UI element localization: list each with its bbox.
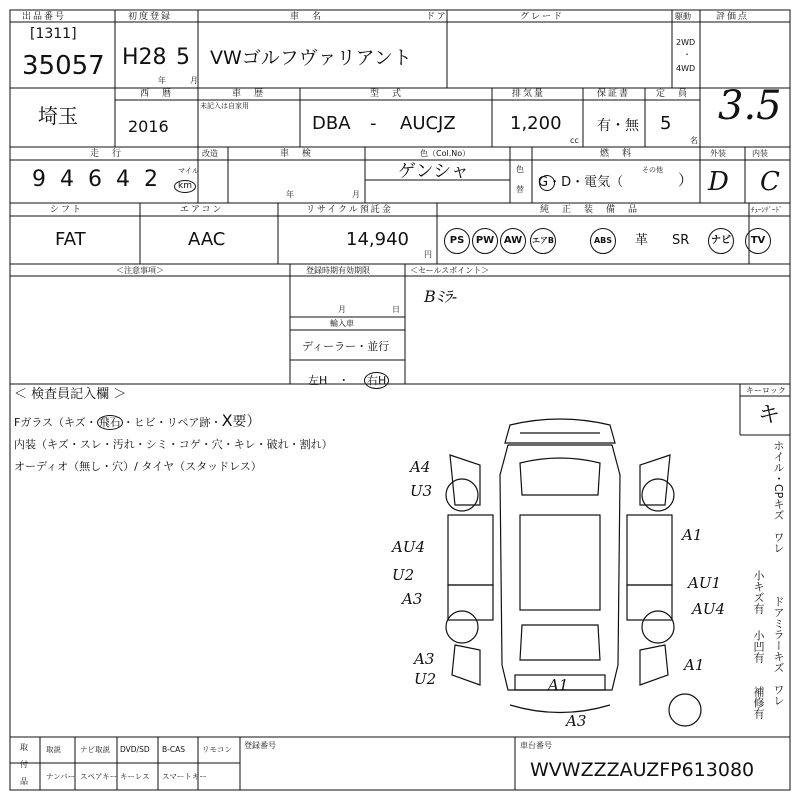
seat-unit: 名 xyxy=(690,136,698,145)
fuel-options: G・D・電気（ xyxy=(538,175,624,190)
footer-note2: スペアキー xyxy=(80,772,118,781)
keyless-label: キーロック xyxy=(746,386,786,395)
drive-dot: ・ xyxy=(683,50,691,59)
first-reg-label: 初度登録 xyxy=(128,12,173,22)
region: 埼玉 xyxy=(38,104,78,128)
equipment-item: AW xyxy=(500,228,526,254)
lot-number: 35057 xyxy=(22,51,105,81)
color-label: 色（Col.No） xyxy=(420,149,471,158)
inspection-label: 車 検 xyxy=(280,149,314,159)
footer-side3: 品 xyxy=(20,777,28,786)
color-change-label2: 替 xyxy=(516,185,524,194)
western-label: 西 暦 xyxy=(140,89,174,99)
reg-label: 登録番号 xyxy=(244,741,276,750)
drive-4wd: 4WD xyxy=(676,64,696,73)
fuel-close: ） xyxy=(678,171,694,189)
seats: 5 xyxy=(660,113,672,134)
side-text5: 補修有 xyxy=(752,686,765,719)
mileage-unit-km: km xyxy=(174,180,196,193)
chassis-number: WVWZZZAUZFP613080 xyxy=(530,759,755,781)
ac: AAC xyxy=(188,229,226,250)
type-prefix: DBA xyxy=(312,113,351,134)
door-label: ドア xyxy=(426,12,448,22)
damage-mark: A3 xyxy=(402,590,423,608)
keyless: キ xyxy=(758,403,781,428)
chain-label: ﾁｪｰﾝﾃﾞｰﾄﾞ xyxy=(751,206,783,214)
interior-label: 内装 xyxy=(752,149,768,158)
damage-mark: A1 xyxy=(684,656,705,674)
equipment-item: ナビ xyxy=(708,228,734,254)
interior-line: 内装（キズ・スレ・汚れ・シミ・コゲ・穴・キレ・破れ・割れ） xyxy=(14,438,333,451)
glass-stone: 飛石 xyxy=(98,416,121,429)
score-label: 評価点 xyxy=(716,12,750,22)
fuel-selected-circle xyxy=(539,175,555,191)
type-dash: - xyxy=(370,113,377,134)
chassis-label: 車台番号 xyxy=(520,741,552,750)
dealer: ディーラー・並行 xyxy=(302,340,390,353)
equipment-item: PS xyxy=(444,228,470,254)
equipment-label: 純 正 装 備 品 xyxy=(540,205,640,215)
equipment-item: PW xyxy=(472,228,498,254)
side-text4: 小凹有 xyxy=(752,630,765,663)
steering: 左H ・ xyxy=(308,374,350,387)
damage-mark: A3 xyxy=(566,712,587,730)
displacement-label: 排気量 xyxy=(512,89,546,99)
glass-suffix: ・ヒビ・リペア跡・ xyxy=(122,416,222,429)
damage-mark: A1 xyxy=(682,526,703,544)
interior: C xyxy=(760,167,780,197)
footer-note: リモコン xyxy=(202,745,232,754)
recycle: 14,940 xyxy=(346,229,409,250)
footer-note: 取説 xyxy=(46,745,61,754)
damage-mark: A1 xyxy=(548,676,569,694)
color-change-label1: 色 xyxy=(516,165,524,174)
inspection-title: ＜ 検査員記入欄 ＞ xyxy=(14,387,127,402)
modified-label: 改造 xyxy=(202,149,218,158)
yen-unit: 円 xyxy=(424,250,432,259)
shift: FAT xyxy=(55,229,86,250)
fuel-other: その他 xyxy=(642,166,663,174)
footer-note2: ナンバー xyxy=(46,772,76,781)
footer-note: B-CAS xyxy=(162,745,185,754)
caution-label: ＜注意事項＞ xyxy=(116,266,164,275)
first-reg-month: 5 xyxy=(176,45,190,70)
grade-label: グレード xyxy=(520,12,565,22)
damage-mark: A4 xyxy=(410,458,431,476)
ac-label: エアコン xyxy=(180,205,224,215)
first-reg-era: H28 xyxy=(122,45,167,70)
recycle-label: リサイクル預託金 xyxy=(306,205,393,215)
model-year-label: 車 歴 xyxy=(232,89,266,99)
model-year-sub: 未記入は自家用 xyxy=(200,102,249,110)
record-label: 登録時期有効期限 xyxy=(306,266,370,275)
drive-2wd: 2WD xyxy=(676,38,696,47)
damage-mark: AU4 xyxy=(692,600,726,618)
mileage-digit: 4 xyxy=(60,167,74,192)
side-text1: ホイル・CPキズ ワレ xyxy=(772,440,785,554)
cc-unit: cc xyxy=(570,136,579,145)
damage-mark: AU4 xyxy=(392,538,426,556)
side-text3: 小キズ有 xyxy=(752,570,765,614)
sales-note: Bﾐﾗ- xyxy=(424,287,458,306)
mileage-digit: 9 xyxy=(32,167,46,192)
mileage-unit-mile: マイル xyxy=(178,167,199,175)
mileage-label: 走 行 xyxy=(90,149,124,159)
displacement: 1,200 xyxy=(510,113,562,134)
car-name: VWゴルフヴァリアント xyxy=(210,47,412,69)
fuel-label: 燃 料 xyxy=(600,149,634,159)
footer-note: ナビ取説 xyxy=(80,745,110,754)
record-month: 月 xyxy=(338,305,346,314)
inspection-year-unit: 年 xyxy=(286,190,294,199)
year-unit: 年 xyxy=(158,76,166,85)
inspection-month-unit: 月 xyxy=(352,190,360,199)
type-label: 型 式 xyxy=(370,89,404,99)
drive-label: 駆動 xyxy=(675,12,691,21)
mileage-digit: 4 xyxy=(116,167,130,192)
side-text2: ドアミラーキズ ワレ xyxy=(772,596,785,706)
equipment-item: ABS xyxy=(590,228,616,254)
damage-mark: A3 xyxy=(414,650,435,668)
warranty-label: 保証書 xyxy=(597,89,631,99)
color: ゲンシャ xyxy=(398,161,469,182)
month-unit: 月 xyxy=(190,76,198,85)
glass-line xyxy=(14,411,261,430)
exterior-label: 外装 xyxy=(710,149,726,158)
damage-mark: U2 xyxy=(392,566,415,584)
year: 2016 xyxy=(128,117,169,136)
damage-mark: AU1 xyxy=(688,574,722,592)
mileage-digit: 2 xyxy=(144,167,158,192)
footer-note2: スマートキー xyxy=(162,772,207,781)
mileage-digit: 6 xyxy=(88,167,102,192)
warranty: 有・無 xyxy=(597,118,639,134)
steering-right: 右H xyxy=(364,372,389,389)
glass-prefix: Fガラス（キズ・ xyxy=(14,416,97,429)
type-code: AUCJZ xyxy=(400,113,456,134)
exterior: D xyxy=(708,167,729,197)
footer-side1: 取 xyxy=(20,743,28,752)
seats-label: 定 員 xyxy=(656,89,690,99)
sales-label: ＜セールスポイント＞ xyxy=(410,266,490,275)
venue-label: 出品番号 xyxy=(22,12,67,22)
import-label: 輸入車 xyxy=(330,319,354,328)
equipment-item: SR xyxy=(672,233,690,248)
damage-mark: U2 xyxy=(414,670,437,688)
glass-required: 要） xyxy=(232,414,261,430)
record-day: 日 xyxy=(392,305,400,314)
damage-mark: U3 xyxy=(410,482,433,500)
footer-note: DVD/SD xyxy=(120,745,150,754)
equipment-item: TV xyxy=(745,228,771,254)
glass-x: X xyxy=(221,411,233,430)
audio-line: オーディオ（無し・穴）/ タイヤ（スタッドレス） xyxy=(14,460,262,473)
car-name-label: 車 名 xyxy=(290,12,324,22)
lot-code: [1311] xyxy=(30,26,77,42)
footer-side2: 付 xyxy=(20,760,28,769)
score: 3.5 xyxy=(718,83,782,129)
equipment-item: 革 xyxy=(635,233,649,248)
equipment-item: エアB xyxy=(530,228,556,254)
footer-note2: キーレス xyxy=(120,772,150,781)
shift-label: シフト xyxy=(50,205,84,215)
